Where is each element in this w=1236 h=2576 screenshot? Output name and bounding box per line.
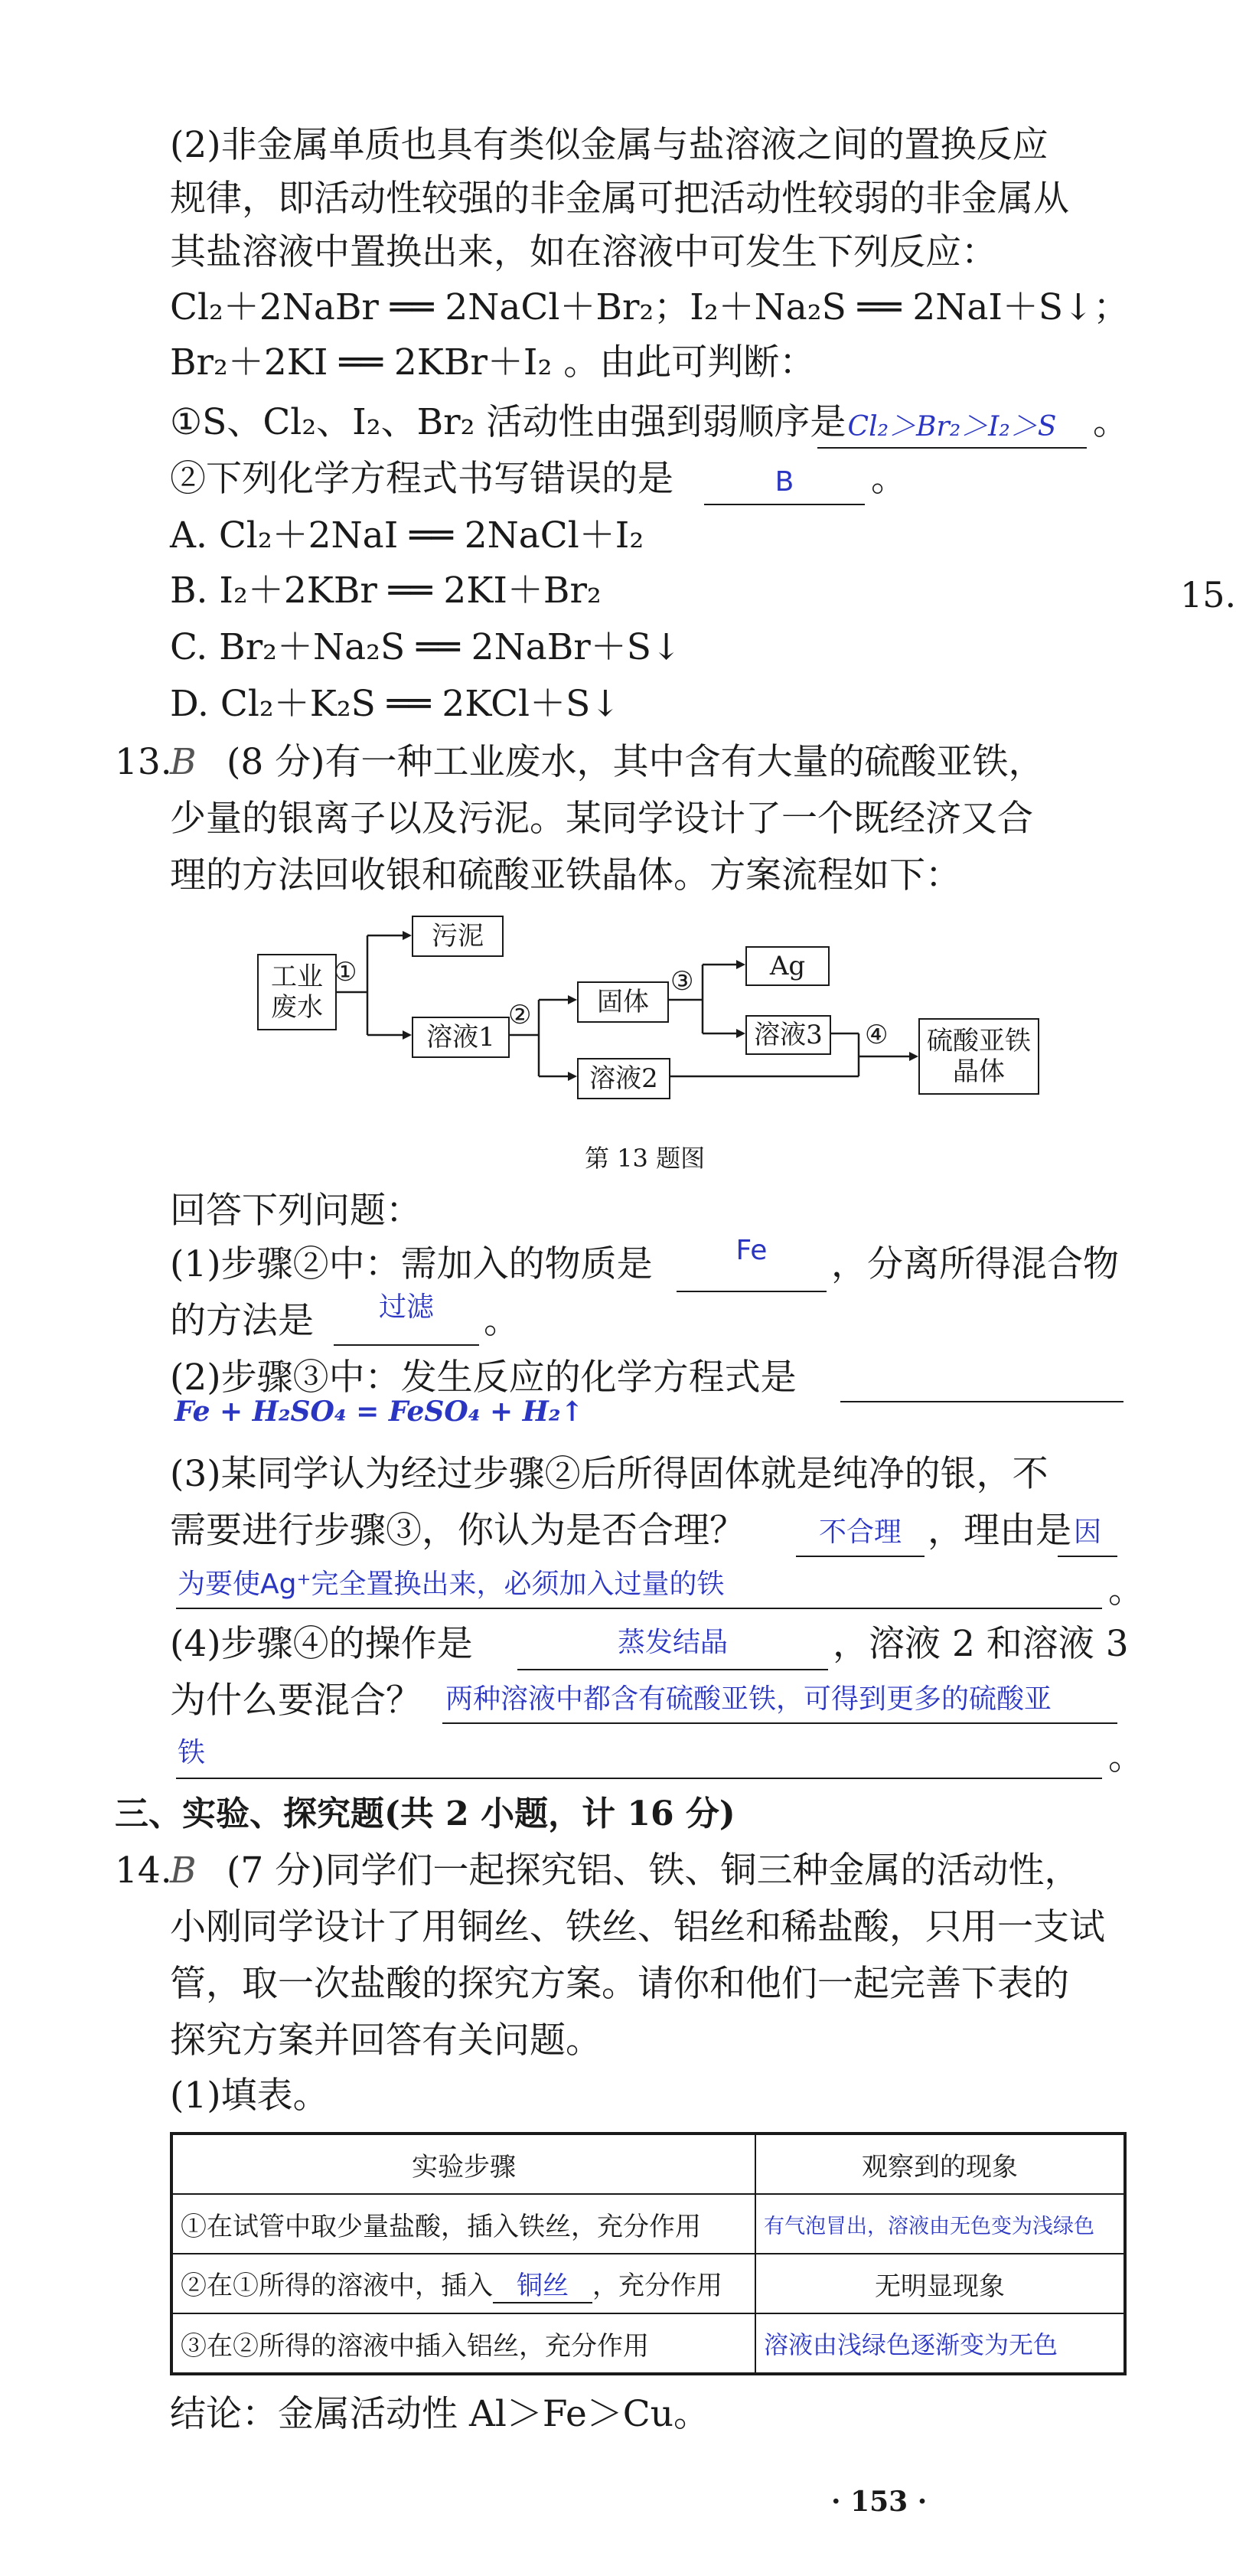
q14-conclusion: 结论：金属活动性 Al＞Fe＞Cu。	[170, 2393, 709, 2435]
flow-box-solid: 固体	[577, 981, 669, 1023]
q13-a4-blank2b	[176, 1778, 1102, 1779]
q12-option-a: A. Cl₂＋2NaI ══ 2NaCl＋I₂	[170, 514, 644, 557]
q13-a4-blank2a	[442, 1722, 1117, 1724]
q13-a1-mid: ，分离所得混合物	[831, 1243, 1119, 1285]
flow-box-solution2: 溶液2	[577, 1058, 670, 1099]
q13-number: 13.	[115, 741, 172, 783]
table-row	[171, 2194, 1125, 2254]
q12-sub2-answer: B	[775, 466, 794, 498]
flow-box-solution3: 溶液3	[745, 1015, 831, 1055]
q13-a3-answer2a: 因	[1073, 1517, 1101, 1548]
q13-a4-blank1	[517, 1669, 828, 1670]
q12-sub2-end: 。	[871, 458, 907, 500]
flow-box-ag: Ag	[745, 946, 830, 986]
table-row1-step: ①在试管中取少量盐酸，插入铁丝，充分作用	[171, 2194, 755, 2254]
q13-a3-answer1: 不合理	[818, 1517, 902, 1548]
q12-p2-line2: 规律，即活动性较强的非金属可把活动性较弱的非金属从	[170, 178, 1069, 220]
page-number: · 153 ·	[831, 2486, 928, 2518]
q14-level: B	[170, 1850, 197, 1892]
q14-line2: 小刚同学设计了用铜丝、铁丝、铝丝和稀盐酸，只用一支试	[170, 1906, 1105, 1948]
table-row2-phenomenon: 无明显现象	[755, 2254, 1125, 2313]
q12-eq2: Br₂＋2KI ══ 2KBr＋I₂ 。由此可判断：	[170, 341, 816, 384]
q13-a4-end: 。	[1108, 1736, 1144, 1778]
q12-sub1-prompt: ①S、Cl₂、I₂、Br₂ 活动性由强到弱顺序是	[170, 401, 846, 443]
table-row2-step	[171, 2254, 755, 2313]
flow-box-waste: 工业 废水	[257, 954, 337, 1030]
table-row2-answer: 铜丝	[493, 2264, 592, 2303]
q12-sub1-answer: Cl₂＞Br₂＞I₂＞S	[847, 411, 1057, 442]
q13-a4-answer1: 蒸发结晶	[617, 1627, 728, 1658]
table-row2-step-prefix: ②在①所得的溶液中，插入	[181, 2270, 493, 2301]
q13-a1-blank	[677, 1291, 827, 1292]
q13-a3-prompt: 需要进行步骤③，你认为是否合理？	[170, 1510, 745, 1552]
q12-sub2-prompt: ②下列化学方程式书写错误的是	[170, 458, 673, 500]
table-header-phenomena: 观察到的现象	[755, 2134, 1125, 2194]
q13-a3-blank2b	[176, 1608, 1102, 1609]
q13-a2-answer: Fe + H₂SO₄ = FeSO₄ + H₂↑	[174, 1396, 584, 1428]
table-row2-step-suffix: ，充分作用	[592, 2270, 722, 2301]
flow-step3: ③	[670, 966, 694, 997]
flow-step1: ①	[334, 957, 357, 988]
q13-a3-line1: (3)某同学认为经过步骤②后所得固体就是纯净的银，不	[170, 1453, 1048, 1495]
q13-level: B	[170, 741, 197, 783]
flow-step2: ②	[508, 1000, 532, 1030]
table-header-row	[171, 2134, 1125, 2194]
q14-line3: 管，取一次盐酸的探究方案。请你和他们一起完善下表的	[170, 1963, 1069, 2005]
q12-p2-line3: 其盐溶液中置换出来，如在溶液中可发生下列反应：	[170, 231, 997, 273]
q13-a4-line2: 为什么要混合？	[170, 1680, 422, 1722]
section-3-heading: 三、实验、探究题(共 2 小题，计 16 分)	[115, 1794, 735, 1833]
q13-a2-blank	[840, 1401, 1123, 1402]
q14-fill-instruction: (1)填表。	[170, 2075, 329, 2117]
q12-option-b: B. I₂＋2KBr ══ 2KI＋Br₂	[170, 570, 602, 612]
flow-box-mud: 污泥	[412, 916, 504, 957]
q13-figure-caption: 第 13 题图	[585, 1144, 706, 1173]
q13-answer-intro: 回答下列问题：	[170, 1190, 422, 1232]
q13-a1-blank2	[334, 1344, 479, 1346]
flow-step4: ④	[865, 1020, 889, 1050]
flow-box-solution1: 溶液1	[412, 1017, 510, 1058]
q12-sub1-end: 。	[1093, 401, 1129, 443]
table-row	[171, 2254, 1125, 2313]
q14-number: 14.	[115, 1850, 172, 1892]
q14-line4: 探究方案并回答有关问题。	[170, 2019, 602, 2062]
q13-a1-end: 。	[484, 1300, 520, 1342]
q13-a4-answer2b: 铁	[178, 1737, 206, 1768]
q13-a2-prompt: (2)步骤③中：发生反应的化学方程式是	[170, 1357, 797, 1399]
q13-a3-blank1	[796, 1556, 925, 1557]
q14-experiment-table	[170, 2132, 1127, 2375]
q13-a3-blank2a	[1058, 1556, 1117, 1557]
q13-line2: 少量的银离子以及污泥。某同学设计了一个既经济又合	[170, 798, 1033, 840]
q14-line1: (7 分)同学们一起探究铝、铁、铜三种金属的活动性，	[227, 1850, 1081, 1892]
q13-line3: 理的方法回收银和硫酸亚铁晶体。方案流程如下：	[170, 854, 961, 896]
table-row1-answer: 有气泡冒出，溶液由无色变为浅绿色	[755, 2194, 1125, 2254]
q13-a4-mid: ，溶液 2 和溶液 3	[833, 1623, 1129, 1665]
q13-flow-diagram	[0, 0, 1221, 1148]
q13-a1-answer2: 过滤	[378, 1291, 434, 1323]
q13-a4-prompt: (4)步骤④的操作是	[170, 1623, 473, 1665]
table-header-steps: 实验步骤	[171, 2134, 755, 2194]
table-row3-answer: 溶液由浅绿色逐渐变为无色	[755, 2313, 1125, 2374]
table-row	[171, 2313, 1125, 2374]
q13-a3-end: 。	[1108, 1569, 1144, 1611]
q12-option-d: D. Cl₂＋K₂S ══ 2KCl＋S↓	[170, 683, 621, 725]
flow-box-crystal: 硫酸亚铁 晶体	[918, 1018, 1039, 1095]
side-question-number: 15.	[1180, 574, 1236, 615]
table-row3-step: ③在②所得的溶液中插入铝丝，充分作用	[171, 2313, 755, 2374]
q13-a3-mid: ，理由是	[928, 1510, 1071, 1552]
q13-a1-prompt: (1)步骤②中：需加入的物质是	[170, 1243, 653, 1285]
q13-a3-answer2b: 为要使Ag⁺完全置换出来，必须加入过量的铁	[178, 1569, 725, 1600]
q12-option-c: C. Br₂＋Na₂S ══ 2NaBr＋S↓	[170, 626, 682, 668]
q13-a1-answer: Fe	[735, 1235, 768, 1266]
q13-a1-line2: 的方法是	[170, 1300, 314, 1342]
q13-line1: (8 分)有一种工业废水，其中含有大量的硫酸亚铁，	[227, 741, 1045, 783]
q12-p2-line1: (2)非金属单质也具有类似金属与盐溶液之间的置换反应	[170, 124, 1048, 166]
q12-eq1: Cl₂＋2NaBr ══ 2NaCl＋Br₂；I₂＋Na₂S ══ 2NaI＋S↓；	[170, 286, 1130, 328]
q13-a4-answer2a: 两种溶液中都含有硫酸亚铁，可得到更多的硫酸亚	[445, 1683, 1052, 1715]
